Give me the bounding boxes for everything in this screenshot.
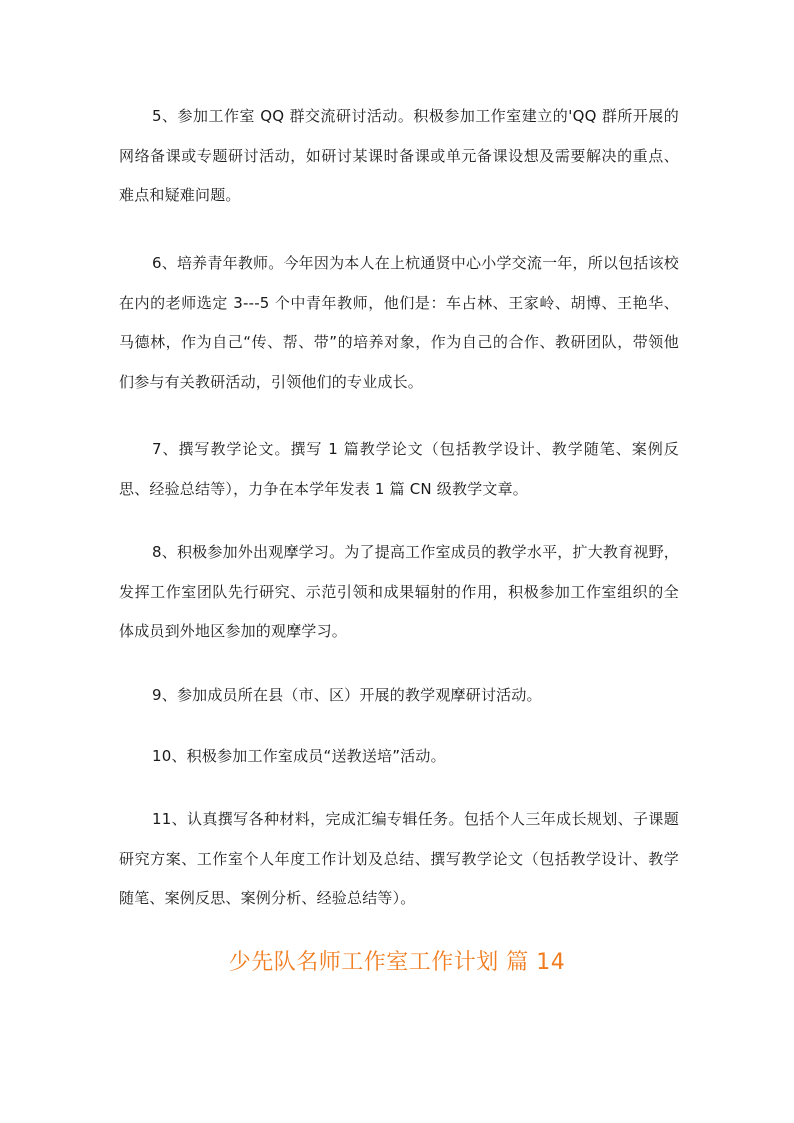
paragraph-item-8: 8、积极参加外出观摩学习。为了提高工作室成员的教学水平，扩大教育视野，发挥工作室团队先行研究、示范引领和成果辐射的作用，积极参加工作室组织的全体成员到外地区参加的观摩学习。 — [119, 543, 679, 640]
paragraph-item-5: 5、参加工作室 QQ 群交流研讨活动。积极参加工作室建立的'QQ 群所开展的网络备课或专题研讨活动，如研讨某课时备课或单元备课设想及需要解决的重点、难点和疑难问题。 — [119, 107, 679, 204]
paragraph-item-11: 11、认真撰写各种材料，完成汇编专辑任务。包括个人三年成长规划、子课题研究方案、工作室个人年度工作计划及总结、撰写教学论文（包括教学设计、教学随笔、案例反思、案例分析、经验总结等）。 — [119, 810, 679, 907]
paragraph-item-7: 7、撰写教学论文。撰写 1 篇教学论文（包括教学设计、教学随笔、案例反思、经验总结等），力争在本学年发表 1 篇 CN 级教学文章。 — [119, 440, 679, 498]
section-heading: 少先队名师工作室工作计划 篇 14 — [228, 950, 566, 975]
paragraph-item-10: 10、积极参加工作室成员“送教送培”活动。 — [152, 747, 446, 765]
paragraph-item-6: 6、培养青年教师。今年因为本人在上杭通贤中心小学交流一年，所以包括该校在内的老师选定 3---5 个中青年教师，他们是：车占林、王家岭、胡博、王艳华、马德林，作为自己“传、帮、带”的培养对象，作为自己的合作、教研团队，带领他们参与有关教研活动，引领他们的专业成长。 — [119, 254, 679, 391]
paragraph-item-9: 9、参加成员所在县（市、区）开展的教学观摩研讨活动。 — [152, 686, 542, 704]
